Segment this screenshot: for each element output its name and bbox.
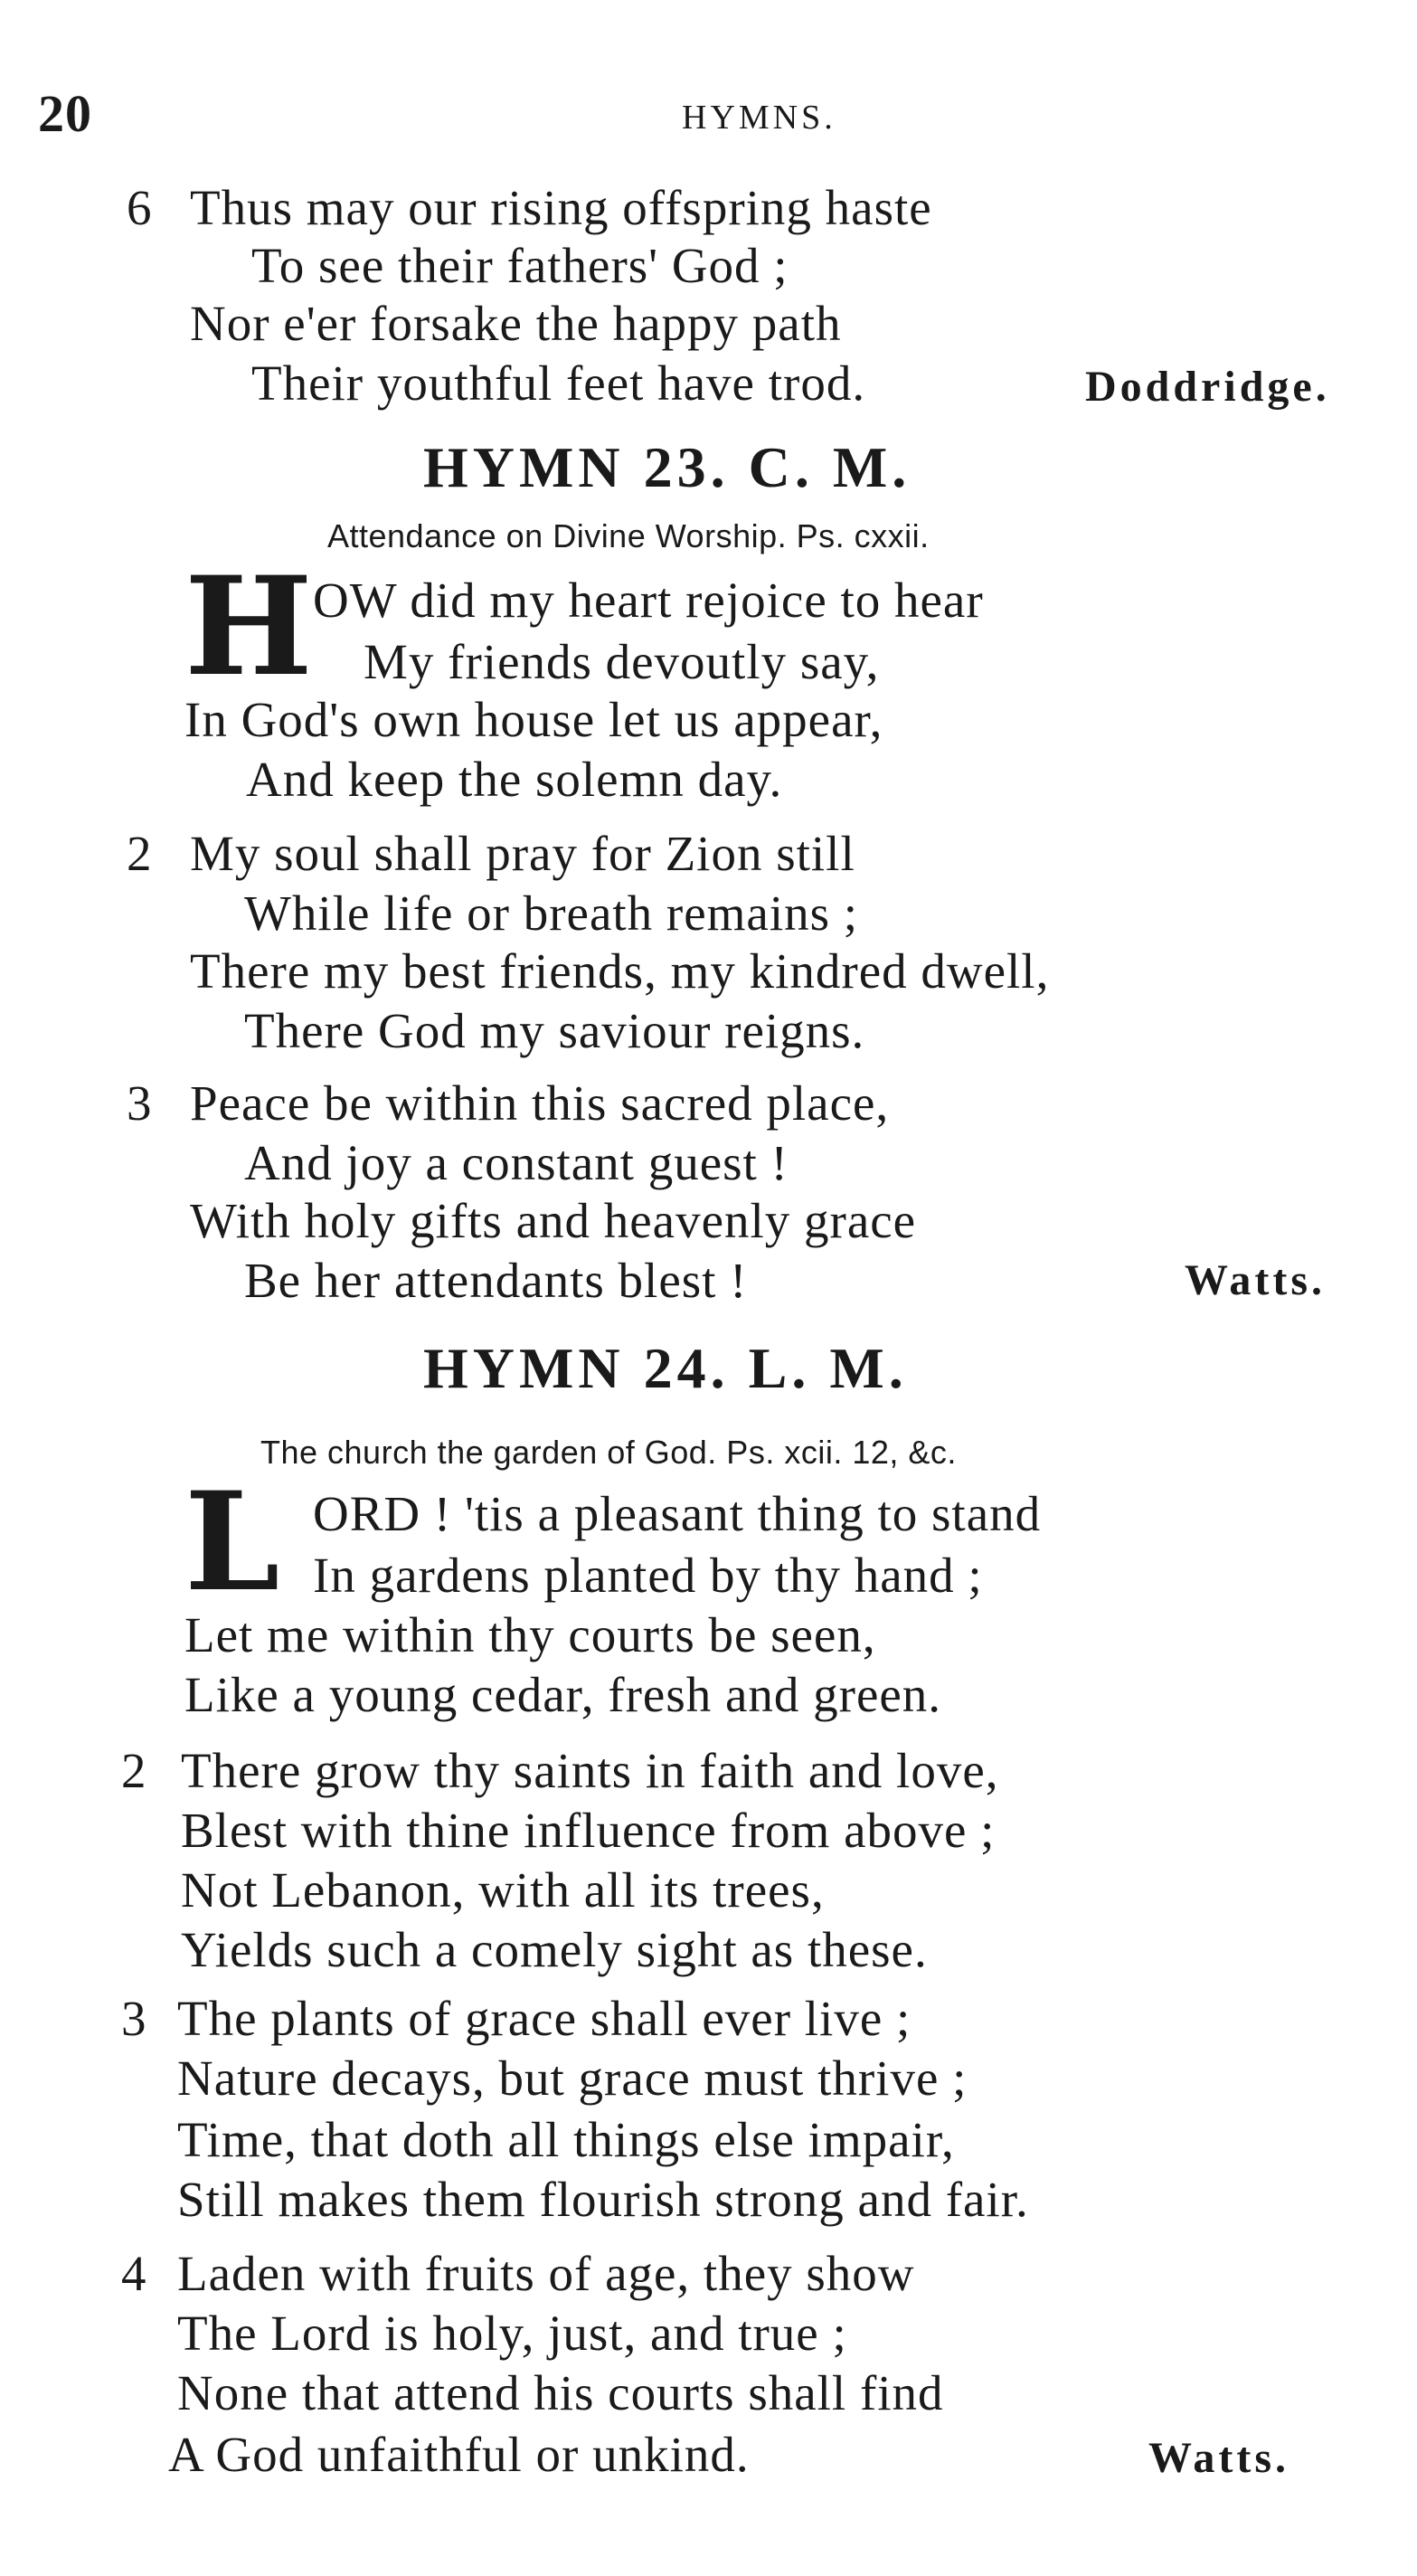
verse-line: The plants of grace shall ever live ; xyxy=(177,1991,912,2046)
verse-line: None that attend his courts shall find xyxy=(177,2365,944,2420)
hymn-subtitle: Attendance on Divine Worship. Ps. cxxii. xyxy=(327,517,930,554)
verse-line: To see their fathers' God ; xyxy=(251,238,789,293)
author-attribution: Doddridge. xyxy=(1085,363,1330,411)
stanza-number: 3 xyxy=(127,1075,152,1131)
verse-line: In gardens planted by thy hand ; xyxy=(313,1548,983,1603)
verse-line: My friends devoutly say, xyxy=(364,634,880,689)
verse-line: ORD ! 'tis a pleasant thing to stand xyxy=(313,1486,1042,1541)
verse-line: Their youthful feet have trod. xyxy=(251,355,866,411)
verse-line: Time, that doth all things else impair, xyxy=(177,2112,955,2167)
verse-line: There my best friends, my kindred dwell, xyxy=(190,943,1050,999)
verse-line: While life or breath remains ; xyxy=(244,886,859,941)
verse-line: OW did my heart rejoice to hear xyxy=(313,573,984,628)
verse-line: There grow thy saints in faith and love, xyxy=(181,1743,999,1798)
stanza-number: 4 xyxy=(121,2246,146,2301)
drop-cap: L xyxy=(184,1463,280,1622)
hymn-title: HYMN 24. L. M. xyxy=(423,1336,908,1400)
verse-line: Nor e'er forsake the happy path xyxy=(190,296,842,351)
verse-line: Nature decays, but grace must thrive ; xyxy=(177,2050,968,2106)
verse-line: Peace be within this sacred place, xyxy=(190,1075,890,1131)
verse-line: With holy gifts and heavenly grace xyxy=(190,1193,917,1248)
verse-line: Yields such a comely sight as these. xyxy=(181,1922,928,1977)
verse-line: And joy a constant guest ! xyxy=(244,1135,789,1190)
verse-line: Still makes them flourish strong and fair. xyxy=(177,2172,1029,2227)
verse-line: Laden with fruits of age, they show xyxy=(177,2246,915,2301)
stanza-number: 2 xyxy=(121,1743,146,1798)
verse-line: And keep the solemn day. xyxy=(246,752,783,807)
stanza-number: 3 xyxy=(121,1991,146,2046)
verse-line: Blest with thine influence from above ; xyxy=(181,1803,996,1858)
verse-line: My soul shall pray for Zion still xyxy=(190,826,855,881)
verse-line: Thus may our rising offspring haste xyxy=(190,180,932,235)
verse-line: Like a young cedar, fresh and green. xyxy=(184,1667,942,1722)
verse-line: Not Lebanon, with all its trees, xyxy=(181,1862,825,1918)
drop-cap: H xyxy=(184,547,313,706)
page-number: 20 xyxy=(38,84,92,143)
author-attribution: Watts. xyxy=(1148,2434,1289,2482)
verse-line: Be her attendants blest ! xyxy=(244,1253,748,1308)
running-head: HYMNS. xyxy=(682,99,836,137)
verse-line: There God my saviour reigns. xyxy=(244,1003,865,1058)
verse-line: The Lord is holy, just, and true ; xyxy=(177,2306,847,2361)
verse-line: A God unfaithful or unkind. xyxy=(168,2427,750,2482)
hymn-title: HYMN 23. C. M. xyxy=(423,435,912,499)
verse-line: In God's own house let us appear, xyxy=(184,692,883,747)
verse-line: Let me within thy courts be seen, xyxy=(184,1607,876,1662)
page-header xyxy=(38,83,1358,147)
author-attribution: Watts. xyxy=(1185,1256,1326,1304)
stanza-number: 2 xyxy=(127,826,152,881)
hymn-subtitle: The church the garden of God. Ps. xcii. 12, &c. xyxy=(260,1434,957,1471)
stanza-number: 6 xyxy=(127,180,152,235)
